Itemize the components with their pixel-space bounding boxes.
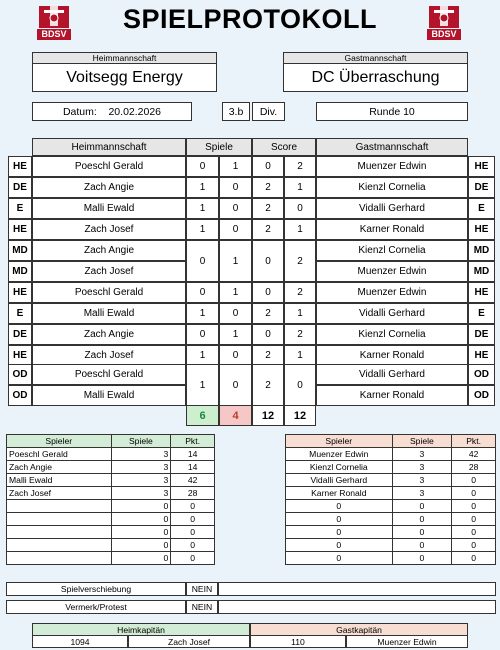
home-player: Zach Angie bbox=[32, 240, 186, 261]
home-player: Malli Ewald bbox=[32, 385, 186, 406]
match-type-home: OD bbox=[8, 385, 32, 406]
stats-points: 28 bbox=[171, 487, 215, 500]
home-team-name: Voitsegg Energy bbox=[32, 63, 217, 92]
score-guest: 2 bbox=[284, 324, 316, 345]
games-home: 0 bbox=[186, 324, 219, 345]
stats-row bbox=[7, 474, 215, 487]
total-score-guest: 12 bbox=[284, 405, 316, 426]
bdsv-logo-left bbox=[36, 4, 72, 42]
stats-row bbox=[7, 487, 215, 500]
stats-row bbox=[7, 500, 215, 513]
stats-points: 0 bbox=[171, 552, 215, 565]
date-value: 20.02.2026 bbox=[108, 105, 162, 118]
match-type-home: HE bbox=[8, 282, 32, 303]
stats-player-name bbox=[7, 552, 112, 565]
stats-games: 0 bbox=[111, 526, 171, 539]
stats-points: 0 bbox=[452, 539, 496, 552]
stats-points: 0 bbox=[171, 500, 215, 513]
stats-row bbox=[286, 487, 496, 500]
match-type-home: HE bbox=[8, 345, 32, 366]
games-home: 1 bbox=[186, 364, 219, 406]
match-type-guest: HE bbox=[468, 282, 495, 303]
col-pts: Pkt. bbox=[452, 435, 496, 448]
home-player: Poeschl Gerald bbox=[32, 282, 186, 303]
home-player: Poeschl Gerald bbox=[32, 364, 186, 385]
score-guest: 1 bbox=[284, 303, 316, 324]
score-guest: 2 bbox=[284, 282, 316, 303]
games-home: 0 bbox=[186, 282, 219, 303]
home-player: Zach Josef bbox=[32, 219, 186, 240]
stats-games: 3 bbox=[392, 461, 452, 474]
match-type-home: HE bbox=[8, 156, 32, 177]
match-type-guest: MD bbox=[468, 261, 495, 282]
match-type-home: MD bbox=[8, 240, 32, 261]
stats-games: 3 bbox=[111, 461, 171, 474]
col-games: Spiele bbox=[392, 435, 452, 448]
stats-player-name: Malli Ewald bbox=[7, 474, 112, 487]
games-guest: 0 bbox=[219, 219, 252, 240]
stats-points: 0 bbox=[452, 513, 496, 526]
total-score-home: 12 bbox=[252, 405, 284, 426]
games-guest: 1 bbox=[219, 240, 252, 282]
stats-row bbox=[7, 461, 215, 474]
postponement-note bbox=[218, 582, 496, 596]
match-type-guest: E bbox=[468, 198, 495, 219]
home-stats-table bbox=[6, 434, 215, 565]
score-guest: 0 bbox=[284, 198, 316, 219]
stats-points: 0 bbox=[452, 487, 496, 500]
home-player: Zach Josef bbox=[32, 345, 186, 366]
stats-points: 0 bbox=[452, 500, 496, 513]
score-home: 2 bbox=[252, 364, 284, 406]
stats-player-name bbox=[7, 526, 112, 539]
match-type-home: DE bbox=[8, 177, 32, 198]
stats-row bbox=[286, 552, 496, 565]
games-guest: 1 bbox=[219, 282, 252, 303]
home-stats-header bbox=[7, 435, 215, 448]
match-type-guest: OD bbox=[468, 364, 495, 385]
stats-player-name: Zach Josef bbox=[7, 487, 112, 500]
stats-player-name: Zach Angie bbox=[7, 461, 112, 474]
guest-player: Muenzer Edwin bbox=[316, 282, 468, 303]
match-type-guest: E bbox=[468, 303, 495, 324]
games-home: 1 bbox=[186, 303, 219, 324]
match-type-guest: OD bbox=[468, 385, 495, 406]
games-home: 1 bbox=[186, 177, 219, 198]
stats-row bbox=[7, 526, 215, 539]
stats-player-name: Karner Ronald bbox=[286, 487, 393, 500]
home-team-label: Heimmannschaft bbox=[32, 52, 217, 64]
guest-player: Kienzl Cornelia bbox=[316, 177, 468, 198]
col-player: Spieler bbox=[286, 435, 393, 448]
match-type-home: DE bbox=[8, 324, 32, 345]
match-type-home: E bbox=[8, 303, 32, 324]
round-field: Runde 10 bbox=[316, 102, 468, 121]
guest-player: Karner Ronald bbox=[316, 385, 468, 406]
score-guest: 2 bbox=[284, 156, 316, 177]
match-header-guest: Gastmannschaft bbox=[316, 138, 468, 156]
match-type-guest: DE bbox=[468, 324, 495, 345]
guest-player: Karner Ronald bbox=[316, 219, 468, 240]
guest-player: Kienzl Cornelia bbox=[316, 324, 468, 345]
score-home: 2 bbox=[252, 198, 284, 219]
guest-player: Kienzl Cornelia bbox=[316, 240, 468, 261]
guest-team-name: DC Überraschung bbox=[283, 63, 468, 92]
guest-stats-header bbox=[286, 435, 496, 448]
guest-team-label: Gastmannschaft bbox=[283, 52, 468, 64]
score-home: 2 bbox=[252, 177, 284, 198]
stats-games: 0 bbox=[111, 513, 171, 526]
guest-player: Vidalli Gerhard bbox=[316, 303, 468, 324]
stats-player-name: 0 bbox=[286, 539, 393, 552]
games-guest: 1 bbox=[219, 324, 252, 345]
guest-player: Vidalli Gerhard bbox=[316, 198, 468, 219]
postponement-label: Spielverschiebung bbox=[6, 582, 186, 596]
stats-player-name: 0 bbox=[286, 500, 393, 513]
stats-points: 42 bbox=[452, 448, 496, 461]
home-captain-id: 1094 bbox=[32, 635, 128, 648]
score-guest: 2 bbox=[284, 240, 316, 282]
stats-row bbox=[7, 539, 215, 552]
stats-games: 0 bbox=[111, 552, 171, 565]
stats-row bbox=[7, 552, 215, 565]
match-type-guest: HE bbox=[468, 345, 495, 366]
games-guest: 0 bbox=[219, 177, 252, 198]
league-field: 3.b bbox=[222, 102, 250, 121]
match-type-home: E bbox=[8, 198, 32, 219]
match-type-home: MD bbox=[8, 261, 32, 282]
guest-captain-label: Gastkapitän bbox=[250, 623, 468, 636]
stats-player-name: Poeschl Gerald bbox=[7, 448, 112, 461]
home-player: Poeschl Gerald bbox=[32, 156, 186, 177]
stats-points: 0 bbox=[452, 474, 496, 487]
col-games: Spiele bbox=[111, 435, 171, 448]
col-player: Spieler bbox=[7, 435, 112, 448]
score-home: 0 bbox=[252, 156, 284, 177]
games-guest: 0 bbox=[219, 198, 252, 219]
stats-row bbox=[286, 474, 496, 487]
stats-games: 3 bbox=[111, 474, 171, 487]
match-type-guest: MD bbox=[468, 240, 495, 261]
stats-points: 14 bbox=[171, 448, 215, 461]
stats-games: 0 bbox=[392, 539, 452, 552]
stats-games: 0 bbox=[392, 513, 452, 526]
stats-row bbox=[286, 526, 496, 539]
guest-captain-id: 110 bbox=[250, 635, 346, 648]
stats-row bbox=[286, 539, 496, 552]
stats-row bbox=[286, 461, 496, 474]
match-type-guest: HE bbox=[468, 156, 495, 177]
home-captain-label: Heimkapitän bbox=[32, 623, 250, 636]
bdsv-logo-right bbox=[426, 4, 462, 42]
stats-player-name: 0 bbox=[286, 513, 393, 526]
stats-row bbox=[7, 513, 215, 526]
stats-points: 0 bbox=[171, 513, 215, 526]
guest-player: Muenzer Edwin bbox=[316, 156, 468, 177]
home-player: Zach Josef bbox=[32, 261, 186, 282]
logo-text: BDSV bbox=[41, 29, 67, 39]
stats-player-name: 0 bbox=[286, 552, 393, 565]
date-label: Datum: bbox=[62, 105, 97, 118]
stats-player-name bbox=[7, 513, 112, 526]
stats-points: 0 bbox=[452, 526, 496, 539]
stats-games: 3 bbox=[392, 474, 452, 487]
match-type-home: HE bbox=[8, 219, 32, 240]
stats-games: 0 bbox=[392, 526, 452, 539]
match-type-guest: DE bbox=[468, 177, 495, 198]
home-player: Zach Angie bbox=[32, 324, 186, 345]
games-home: 1 bbox=[186, 345, 219, 366]
stats-points: 0 bbox=[171, 539, 215, 552]
games-guest: 0 bbox=[219, 303, 252, 324]
total-games-guest: 4 bbox=[219, 405, 252, 426]
date-field bbox=[32, 102, 192, 121]
score-guest: 0 bbox=[284, 364, 316, 406]
guest-player: Karner Ronald bbox=[316, 345, 468, 366]
stats-points: 0 bbox=[452, 552, 496, 565]
games-home: 1 bbox=[186, 219, 219, 240]
stats-player-name: Muenzer Edwin bbox=[286, 448, 393, 461]
guest-player: Muenzer Edwin bbox=[316, 261, 468, 282]
score-home: 2 bbox=[252, 219, 284, 240]
stats-row bbox=[286, 500, 496, 513]
stats-games: 3 bbox=[111, 487, 171, 500]
score-home: 0 bbox=[252, 282, 284, 303]
games-home: 1 bbox=[186, 198, 219, 219]
div-label: Div. bbox=[252, 102, 285, 121]
stats-points: 42 bbox=[171, 474, 215, 487]
stats-player-name bbox=[7, 500, 112, 513]
home-player: Zach Angie bbox=[32, 177, 186, 198]
home-player: Malli Ewald bbox=[32, 303, 186, 324]
stats-games: 0 bbox=[392, 500, 452, 513]
col-pts: Pkt. bbox=[171, 435, 215, 448]
stats-games: 3 bbox=[111, 448, 171, 461]
stats-games: 0 bbox=[111, 539, 171, 552]
stats-row bbox=[286, 513, 496, 526]
stats-row bbox=[286, 448, 496, 461]
total-games-home: 6 bbox=[186, 405, 219, 426]
match-type-guest: HE bbox=[468, 219, 495, 240]
stats-row bbox=[7, 448, 215, 461]
score-home: 2 bbox=[252, 303, 284, 324]
games-guest: 0 bbox=[219, 345, 252, 366]
guest-stats-table bbox=[285, 434, 496, 565]
score-guest: 1 bbox=[284, 177, 316, 198]
stats-games: 3 bbox=[392, 487, 452, 500]
protest-value: NEIN bbox=[186, 600, 218, 614]
match-type-home: OD bbox=[8, 364, 32, 385]
match-header-games: Spiele bbox=[186, 138, 252, 156]
games-guest: 1 bbox=[219, 156, 252, 177]
match-header-home: Heimmannschaft bbox=[32, 138, 186, 156]
page-title: SPIELPROTOKOLL bbox=[122, 4, 378, 34]
stats-games: 0 bbox=[111, 500, 171, 513]
stats-player-name: Vidalli Gerhard bbox=[286, 474, 393, 487]
score-home: 2 bbox=[252, 345, 284, 366]
guest-player: Vidalli Gerhard bbox=[316, 364, 468, 385]
score-guest: 1 bbox=[284, 219, 316, 240]
home-player: Malli Ewald bbox=[32, 198, 186, 219]
stats-points: 14 bbox=[171, 461, 215, 474]
stats-points: 0 bbox=[171, 526, 215, 539]
stats-games: 3 bbox=[392, 448, 452, 461]
match-header-score: Score bbox=[252, 138, 316, 156]
stats-games: 0 bbox=[392, 552, 452, 565]
games-guest: 0 bbox=[219, 364, 252, 406]
score-home: 0 bbox=[252, 324, 284, 345]
logo-text: BDSV bbox=[431, 29, 457, 39]
postponement-value: NEIN bbox=[186, 582, 218, 596]
stats-player-name: 0 bbox=[286, 526, 393, 539]
stats-player-name: Kienzl Cornelia bbox=[286, 461, 393, 474]
score-home: 0 bbox=[252, 240, 284, 282]
games-home: 0 bbox=[186, 156, 219, 177]
protest-label: Vermerk/Protest bbox=[6, 600, 186, 614]
stats-player-name bbox=[7, 539, 112, 552]
protest-note bbox=[218, 600, 496, 614]
stats-points: 28 bbox=[452, 461, 496, 474]
home-captain-name: Zach Josef bbox=[128, 635, 250, 648]
games-home: 0 bbox=[186, 240, 219, 282]
guest-captain-name: Muenzer Edwin bbox=[346, 635, 468, 648]
score-guest: 1 bbox=[284, 345, 316, 366]
